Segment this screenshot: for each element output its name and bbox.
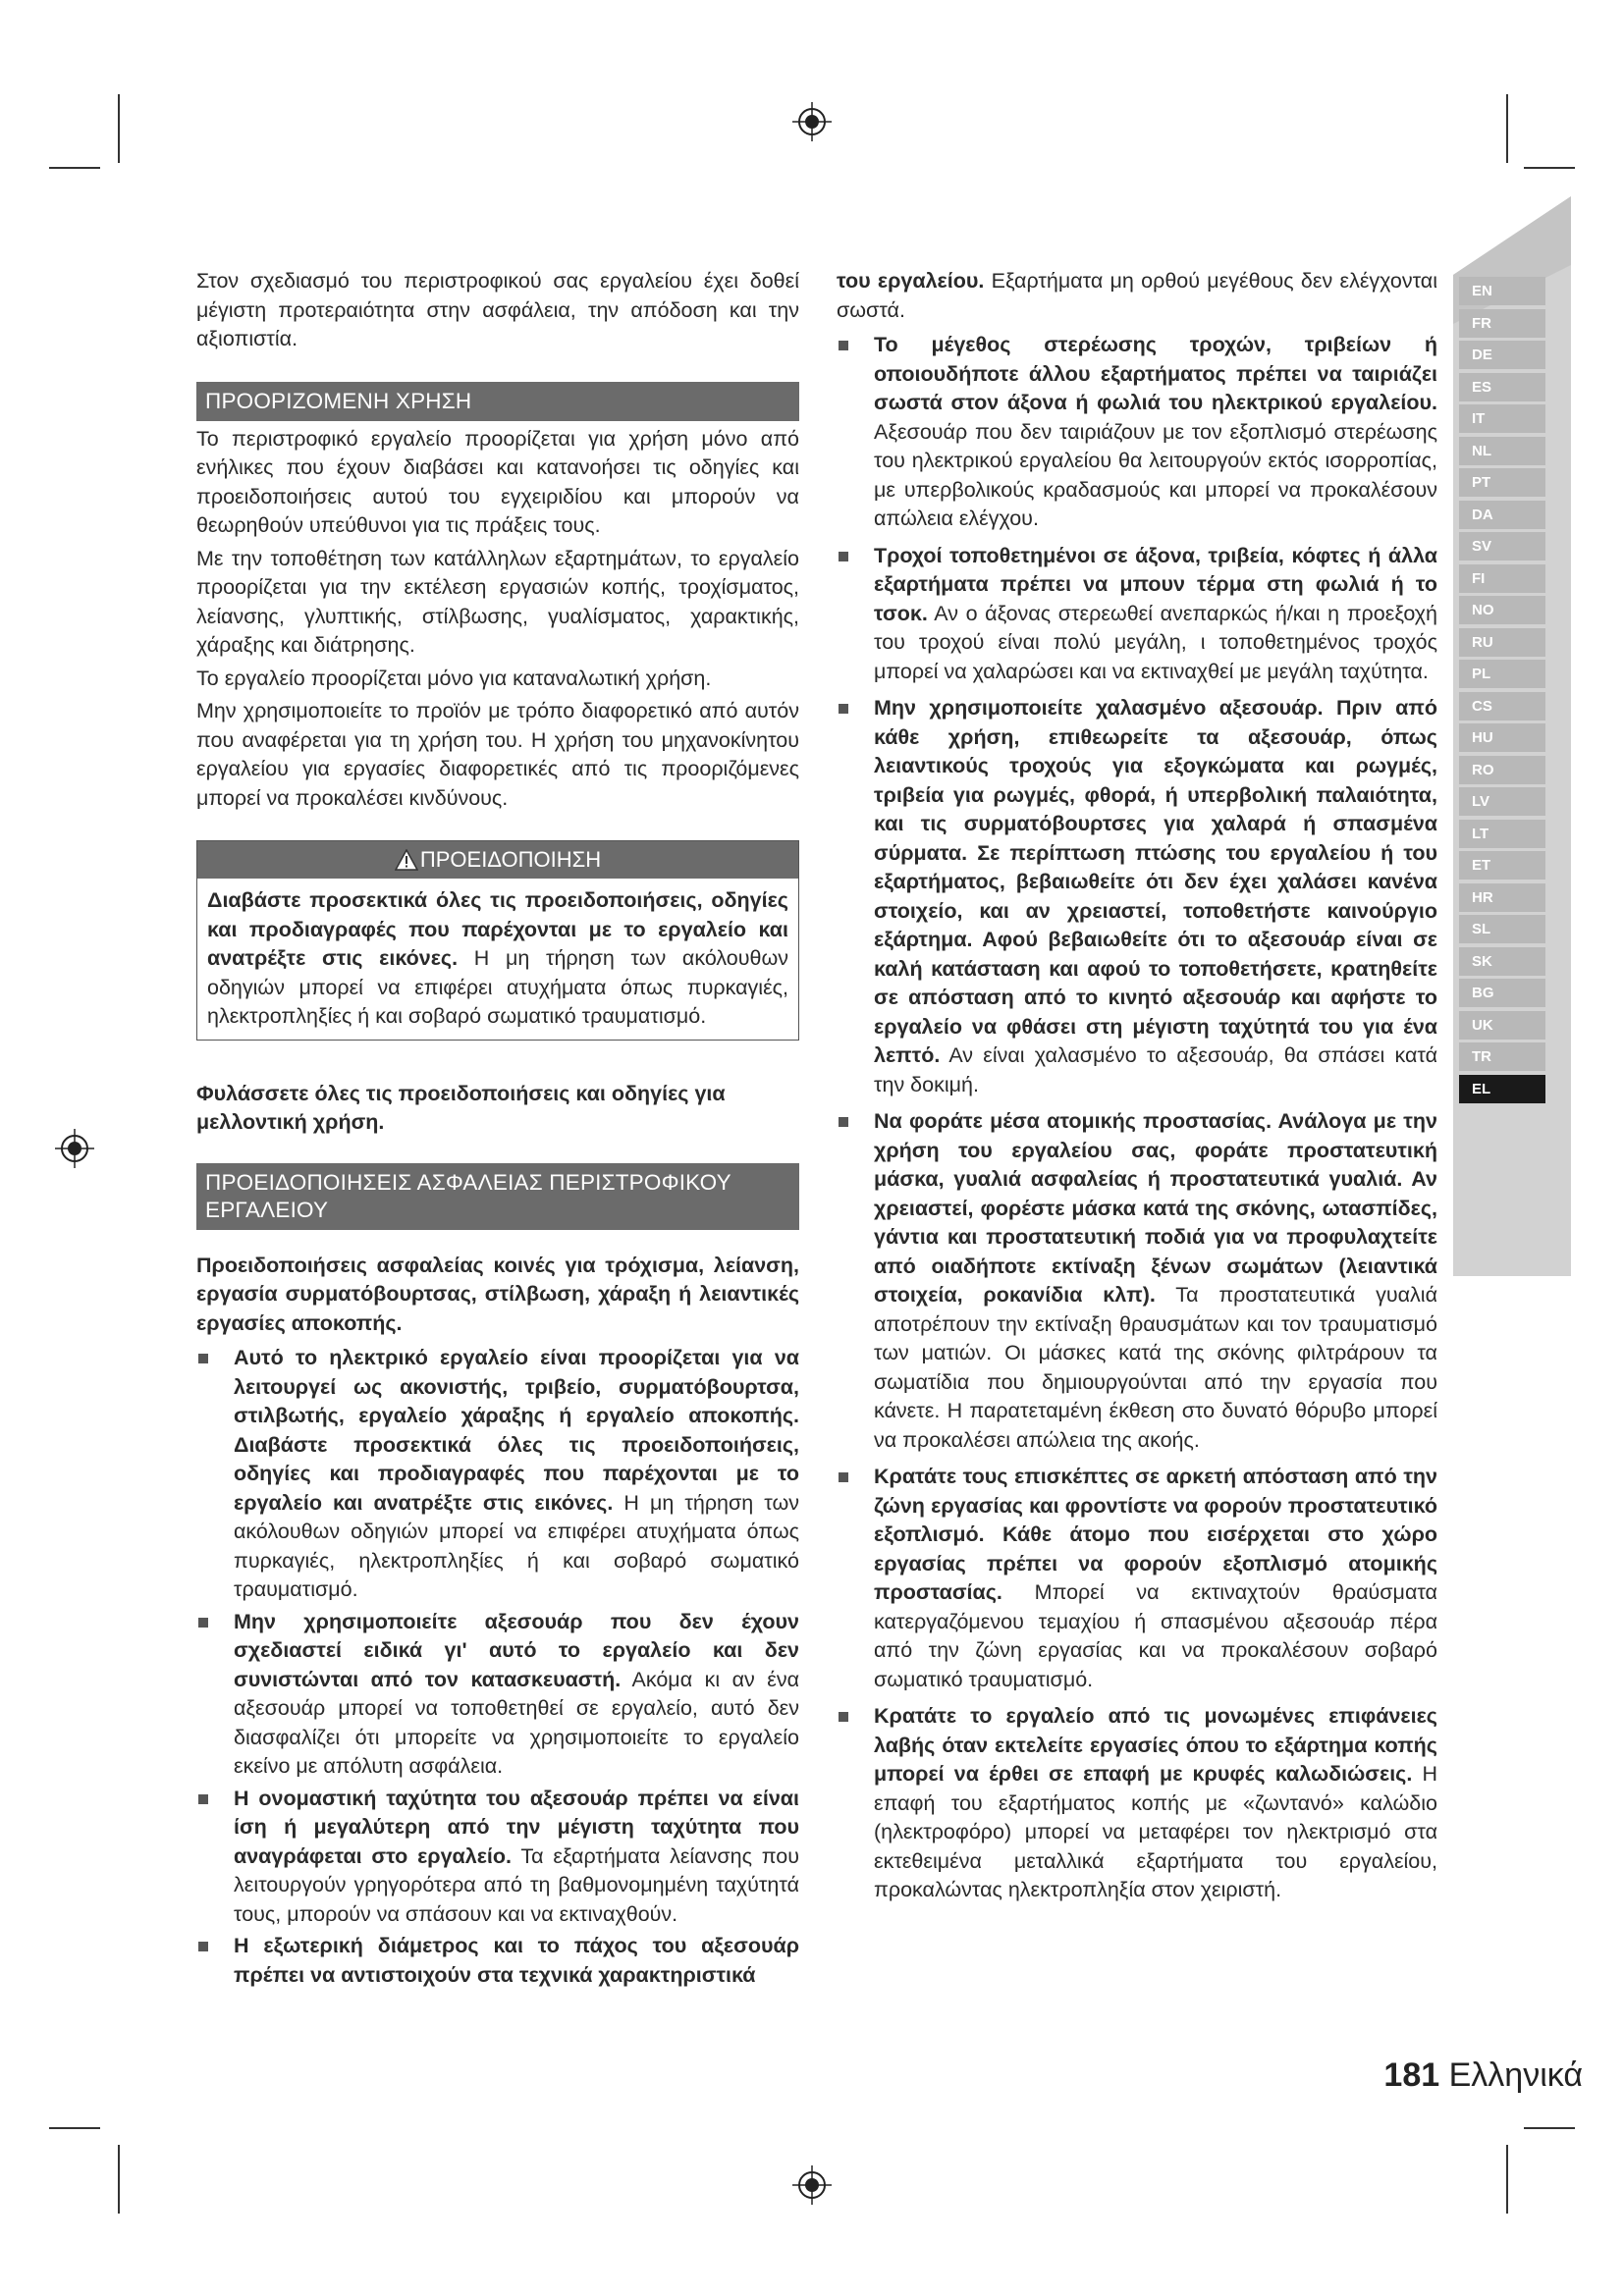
intended-use-heading: ΠΡΟΟΡΙΖΟΜΕΝΗ ΧΡΗΣΗ [196,382,799,421]
lang-tab-lt[interactable]: LT [1459,820,1545,848]
language-tabs [1459,277,1545,1106]
lang-tab-et[interactable]: ET [1459,851,1545,880]
lang-tab-sv[interactable]: SV [1459,532,1545,561]
list-item: Μην χρησιμοποιείτε αξεσουάρ που δεν έχουν σχεδιαστεί ειδικά γι' αυτό το εργαλείο και δεν συνιστώνται από τον κατασκευαστή. Ακόμα κι αν ένα αξεσουάρ μπορεί να τοποθετηθεί σε εργαλείο, αυτό δεν διασφαλίζει ότι μπορείτε να χρησιμοποιείτε το εργαλείο εκείνο με απόλυτη ασφάλεια. [196,1608,799,1782]
crop-mark [1506,94,1508,163]
safety-intro: Προειδοποιήσεις ασφαλείας κοινές για τρόχισμα, λείανση, εργασία συρματόβουρτσας, στίλβωση, χάραξη ή λειαντικές εργασίες αποκοπής. [196,1253,799,1335]
crop-mark [1506,2145,1508,2214]
lang-tab-es[interactable]: ES [1459,373,1545,401]
warning-box [196,840,799,1041]
right-column [837,267,1437,1908]
lang-tab-el[interactable]: EL [1459,1075,1545,1103]
lang-tab-da[interactable]: DA [1459,501,1545,529]
lang-tab-pt[interactable]: PT [1459,468,1545,497]
warning-title: ΠΡΟΕΙΔΟΠΟΙΗΣΗ [419,847,602,872]
crop-mark [1524,167,1575,169]
lang-tab-de[interactable]: DE [1459,341,1545,369]
lang-tab-ru[interactable]: RU [1459,628,1545,657]
lang-tab-fr[interactable]: FR [1459,309,1545,338]
lang-tab-bg[interactable]: BG [1459,979,1545,1007]
registration-mark-icon [792,102,832,141]
intended-use-paragraph: Το εργαλείο προορίζεται μόνο για καταναλωτική χρήση. [196,666,712,690]
list-item: Κρατάτε το εργαλείο από τις μονωμένες επιφάνειες λαβής όταν εκτελείτε εργασίες όπου το εξάρτημα κοπής μπορεί να έρθει σε επαφή με κρυφές καλωδιώσεις. Η επαφή του εξαρτήματος κοπής με «ζωντανό» καλώδιο (ηλεκτροφόρο) μπορεί να μεταφέρει τον ηλεκτρισμό στα εκτεθειμένα μεταλλικά εξαρτήματα του εργαλείου, προκαλώντας ηλεκτροπληξία στον χειριστή. [837,1702,1437,1905]
crop-mark [118,94,120,163]
list-item: Να φοράτε μέσα ατομικής προστασίας. Ανάλογα με την χρήση του εργαλείου σας, φοράτε προστατευτική μάσκα, γυαλιά ασφαλείας ή προστατευτικά γυαλιά. Αν χρειαστεί, φορέστε μάσκα κατά της σκόνης, ωτασπίδες, γάντια και προστατευτική ποδιά για να προφυλαχτείτε από οιαδήποτε εκτίναξη ξένων σωμάτων (λειαντικά στοιχεία, ροκανίδια κλπ). Τα προστατευτικά γυαλιά αποτρέπουν την εκτίναξη θραυσμάτων και τον τραυματισμό των ματιών. Οι μάσκες κατά της σκόνης φιλτράρουν τα σωματίδια που δημιουργούνται από την εργασία που κάνετε. Η παρατεταμένη έκθεση στο δυνατό θόρυβο μπορεί να προκαλέσει απώλεια της ακοής. [837,1107,1437,1455]
lang-tab-fi[interactable]: FI [1459,564,1545,593]
list-item: Η εξωτερική διάμετρος και το πάχος του αξεσουάρ πρέπει να αντιστοιχούν στα τεχνικά χαρακτηριστικά [196,1932,799,1990]
lang-tab-en[interactable]: EN [1459,277,1545,305]
warning-triangle-icon [395,849,418,871]
crop-mark [118,2145,120,2214]
crop-mark [1524,2127,1575,2129]
crop-mark [49,167,100,169]
list-item: Η ονομαστική ταχύτητα του αξεσουάρ πρέπει να είναι ίση ή μεγαλύτερη από την μέγιστη ταχύτητα που αναγράφεται στο εργαλείο. Τα εξαρτήματα λείανσης που λειτουργούν γρηγορότερα από τη βαθμονομημένη ταχύτητά τους, μπορούν να σπάσουν και να εκτιναχθούν. [196,1785,799,1930]
lang-tab-tr[interactable]: TR [1459,1042,1545,1071]
lang-tab-hu[interactable]: HU [1459,723,1545,752]
continued-paragraph: του εργαλείου. Εξαρτήματα μη ορθού μεγέθους δεν ελέγχονται σωστά. [837,269,1437,322]
lang-tab-ro[interactable]: RO [1459,756,1545,784]
lang-tab-sl[interactable]: SL [1459,915,1545,943]
warning-bold-text: Διαβάστε προσεκτικά όλες τις προειδοποιήσεις, οδηγίες και προδιαγραφές που παρέχονται με το εργαλείο και ανατρέξτε στις εικόνες. [207,888,788,970]
lang-tab-lv[interactable]: LV [1459,787,1545,816]
page-footer [1383,2056,1583,2095]
lang-tab-it[interactable]: IT [1459,404,1545,433]
lang-tab-no[interactable]: NO [1459,596,1545,624]
intended-use-paragraph: Με την τοποθέτηση των κατάλληλων εξαρτημάτων, το εργαλείο προορίζεται για την εκτέλεση εργασιών κοπής, τροχίσματος, λείανσης, γλυπτικής, στίλβωσης, γυαλίσματος, χαρακτικής, χάραξης και διάτρησης. [196,546,799,657]
page-language: Ελληνικά [1448,2056,1583,2094]
lang-tab-uk[interactable]: UK [1459,1011,1545,1040]
warning-heading [197,841,798,879]
safety-warnings-heading: ΠΡΟΕΙΔΟΠΟΙΗΣΕΙΣ ΑΣΦΑΛΕΙΑΣ ΠΕΡΙΣΤΡΟΦΙΚΟΥ ΕΡΓΑΛΕΙΟΥ [196,1163,799,1230]
lang-tab-hr[interactable]: HR [1459,883,1545,912]
lang-tab-nl[interactable]: NL [1459,437,1545,465]
intended-use-paragraph: Το περιστροφικό εργαλείο προορίζεται για χρήση μόνο από ενήλικες που έχουν διαβάσει και κατανοήσει τις οδηγίες και προειδοποιήσεις αυτού του εγχειριδίου και μπορούν να θεωρηθούν υπεύθυνοι για τις πράξεις τους. [196,426,799,537]
left-column [196,267,799,1993]
crop-mark [49,2127,100,2129]
page-number: 181 [1383,2056,1440,2094]
keep-instructions-text: Φυλάσσετε όλες τις προειδοποιήσεις και οδηγίες για μελλοντική χρήση. [196,1081,726,1134]
list-item: Τροχοί τοποθετημένοι σε άξονα, τριβεία, κόφτες ή άλλα εξαρτήματα πρέπει να μπουν τέρμα στη φωλιά ή το τσοκ. Αν ο άξονας στερεωθεί ανεπαρκώς ή/και η προεξοχή του τροχού είναι πολύ μεγάλη, ι τοποθετημένος τροχός μπορεί να χαλαρώσει και να εκτιναχθεί με μεγάλη ταχύτητα. [837,542,1437,687]
list-item: Το μέγεθος στερέωσης τροχών, τριβείων ή οποιουδήποτε άλλου εξαρτήματος πρέπει να ταιριάζει σωστά στον άξονα ή φωλιά του ηλεκτρικού εργαλείου. Αξεσουάρ που δεν ταιριάζουν με τον εξοπλισμό στερέωσης του ηλεκτρικού εργαλείου θα λειτουργούν εκτός ισορροπίας, με υπερβολικούς κραδασμούς και μπορεί να προκαλέσουν απώλεια ελέγχου. [837,331,1437,534]
list-item: Αυτό το ηλεκτρικό εργαλείο είναι προορίζεται για να λειτουργεί ως ακονιστής, τριβείο, συρματόβουρτσα, στιλβωτής, εργαλείο χάραξης ή εργαλείο αποκοπής. Διαβάστε προσεκτικά όλες τις προειδοποιήσεις, οδηγίες και προδιαγραφές που παρέχονται με το εργαλείο και ανατρέξτε στις εικόνες. Η μη τήρηση των ακόλουθων οδηγιών μπορεί να επιφέρει ατυχήματα όπως πυρκαγιές, ηλεκτροπληξίες ή και σοβαρό σωματικό τραυματισμό. [196,1344,799,1605]
lang-tab-cs[interactable]: CS [1459,692,1545,721]
warning-body [197,879,798,1040]
registration-mark-icon [55,1129,94,1168]
lang-tab-sk[interactable]: SK [1459,947,1545,976]
intended-use-paragraph: Μην χρησιμοποιείτε το προϊόν με τρόπο διαφορετικό από αυτόν που αναφέρεται για τη χρήση του. Η χρήση του μηχανοκίνητου εργαλείου για εργασίες διαφορετικές από τις προοριζόμενες μπορεί να προκαλέσει κινδύνους. [196,699,799,810]
list-item: Κρατάτε τους επισκέπτες σε αρκετή απόσταση από την ζώνη εργασίας και φροντίστε να φορούν προστατευτικό εξοπλισμό. Κάθε άτομο που εισέρχεται στο χώρο εργασίας πρέπει να φορούν εξοπλισμό ατομικής προστασίας. Μπορεί να εκτιναχτούν θραύσματα κατεργαζόμενου τεμαχίου ή σπασμένου αξεσουάρ πέρα από την ζώνη εργασίας και να προκαλέσουν σοβαρό σωματικό τραυματισμό. [837,1463,1437,1694]
registration-mark-icon [792,2165,832,2205]
lang-tab-pl[interactable]: PL [1459,660,1545,688]
list-item: Μην χρησιμοποιείτε χαλασμένο αξεσουάρ. Πριν από κάθε χρήση, επιθεωρείτε τα αξεσουάρ, όπως λειαντικούς τροχούς για εξογκώματα και ρωγμές, τριβεία για ρωγμές, φθορά, ή υπερβολική παλαιότητα, και τις συρματόβουρτσες για χαλαρά ή σπασμένα σύρματα. Σε περίπτωση πτώσης του εργαλείου ή του εξαρτήματος, βεβαιωθείτε ότι δεν έχει χαλάσει κανένα στοιχείο, και αν χρειαστεί, τοποθετήστε καινούργιο εξάρτημα. Αφού βεβαιωθείτε ότι το αξεσουάρ είναι σε καλή κατάσταση και αφού το τοποθετήσετε, κρατηθείτε σε απόσταση από το κινητό αξεσουάρ και αφήστε το εργαλείο να φθάσει στη μέγιστη ταχύτητά του για ένα λεπτό. Αν είναι χαλασμένο το αξεσουάρ, θα σπάσει κατά την δοκιμή. [837,694,1437,1099]
warning-text: Η μη τήρηση των ακόλουθων οδηγιών μπορεί να επιφέρει ατυχήματα όπως πυρκαγιές, ηλεκτροπληξίες ή και σοβαρό σωματικό τραυματισμό. [207,946,788,1028]
intro-paragraph: Στον σχεδιασμό του περιστροφικού σας εργαλείου έχει δοθεί μέγιστη προτεραιότητα στην ασφάλεια, την απόδοση και την αξιοπιστία. [196,269,799,350]
right-bullet-list [837,331,1437,1905]
left-bullet-list [196,1344,799,1990]
